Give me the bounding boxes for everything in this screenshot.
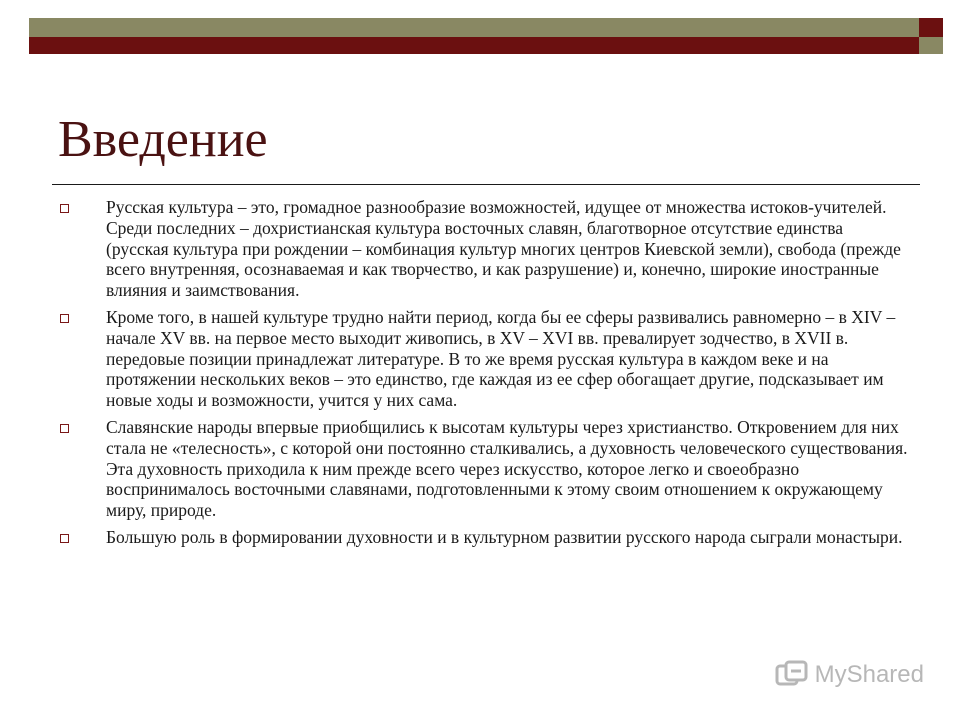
myshared-logo-icon: [775, 660, 809, 690]
bullet-list: [60, 197, 910, 554]
header-corner-square-maroon: [919, 18, 943, 37]
header-band-maroon: [29, 37, 919, 54]
square-bullet-icon: [60, 424, 69, 433]
bullet-item: [60, 417, 910, 521]
bullet-item: [60, 307, 910, 411]
title-divider: [52, 184, 920, 185]
watermark-logo: [775, 660, 924, 690]
bullet-item: [60, 197, 910, 301]
header-corner-square-olive: [919, 37, 943, 54]
bullet-text: Кроме того, в нашей культуре трудно найти период, когда бы ее сферы развивались равномерно – в XIV – начале XV вв. на первое место выходит живопись, в XV – XVI вв. превалирует зодчество, в XVII в. передовые позиции принадлежат литературе. В то же время русская культура в каждом веке и на протяжении нескольких веков – это единство, где каждая из ее сфер обогащает другие, подсказывает им новые ходы и возможности, учится у них сама.: [106, 306, 896, 411]
watermark-text: MyShared: [814, 661, 924, 688]
bullet-text: Большую роль в формировании духовности и в культурном развитии русского народа сыграли монастыри.: [106, 526, 903, 547]
bullet-text: Славянские народы впервые приобщились к высотам культуры через христианство. Откровением для них стала не «телесность», с которой они постоянно сталкивались, а духовность человеческого существования. Эта духовность приходила к ним прежде всего через искусство, которое легко и своеобразно воспринималось восточными славянами, подготовленными к этому своим отношением к окружающему миру, природе.: [106, 416, 908, 521]
square-bullet-icon: [60, 534, 69, 543]
square-bullet-icon: [60, 204, 69, 213]
header-decor-bar: [29, 18, 943, 54]
square-bullet-icon: [60, 314, 69, 323]
bullet-item: [60, 527, 910, 548]
bullet-text: Русская культура – это, громадное разнообразие возможностей, идущее от множества истоков-учителей. Среди последних – дохристианская культура восточных славян, благотворное отсутствие единства (русская культура при рождении – комбинация культур многих центров Киевской земли), свобода (прежде всего внутренняя, осознаваемая и как творчество, и как разрушение) и, конечно, широкие иностранные влияния и заимствования.: [106, 197, 901, 301]
header-band-olive: [29, 18, 919, 37]
slide-title: Введение: [58, 111, 268, 168]
